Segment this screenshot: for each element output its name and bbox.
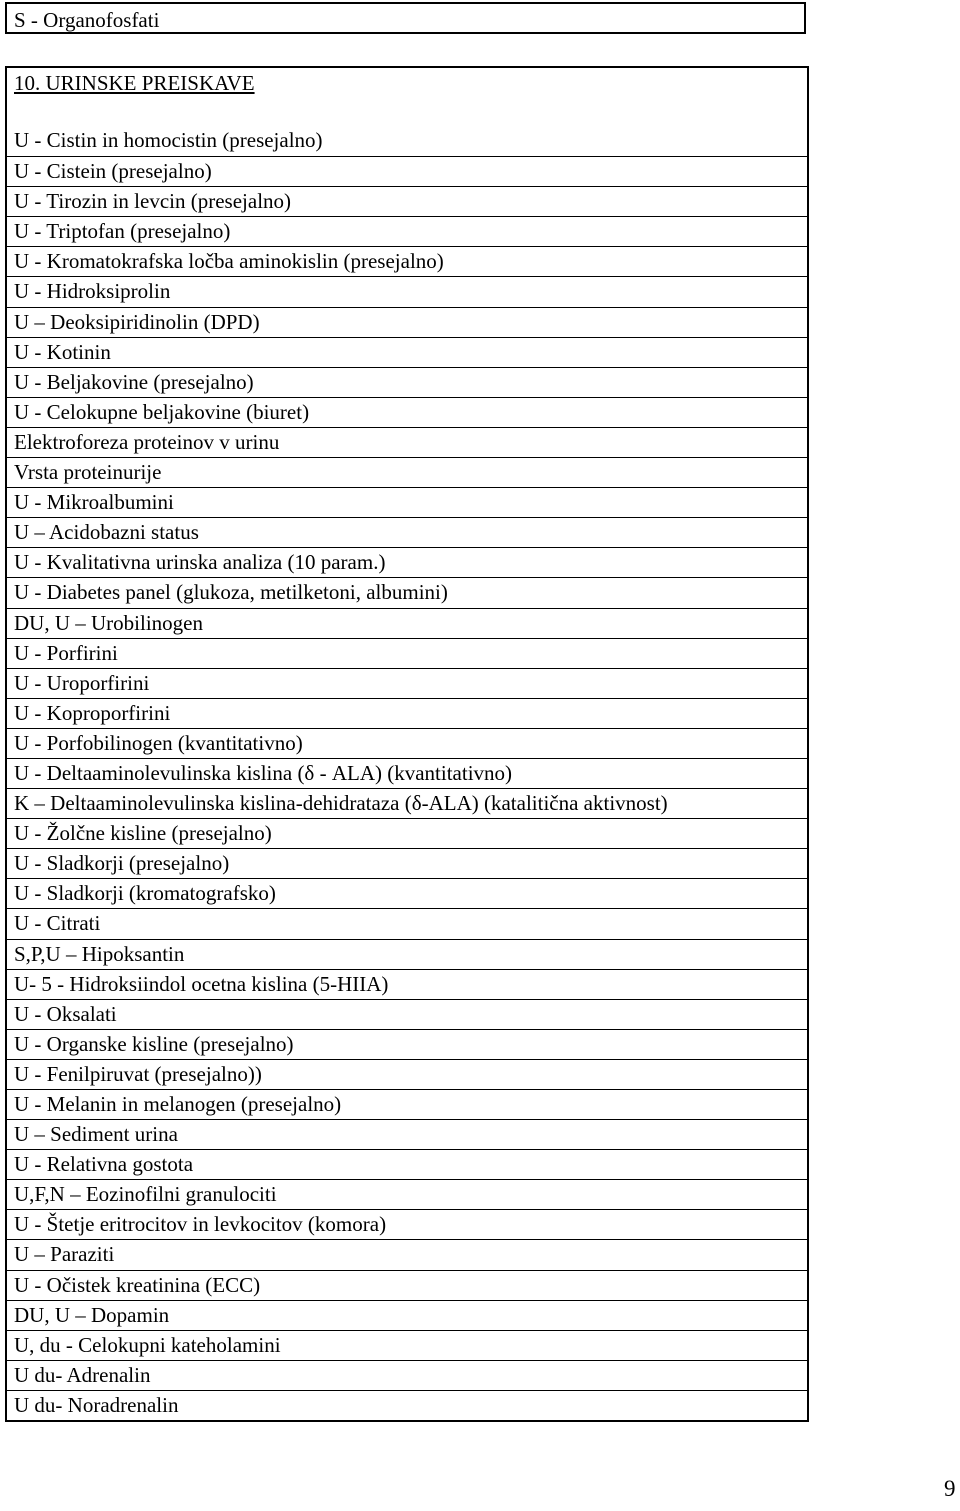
test-row: U - Relativna gostota	[7, 1149, 807, 1179]
test-row: U - Cistin in homocistin (presejalno)	[14, 128, 323, 152]
test-row: U - Citrati	[7, 908, 807, 938]
test-row: U - Kvalitativna urinska analiza (10 param.)	[7, 547, 807, 577]
test-row: U - Porfobilinogen (kvantitativno)	[7, 728, 807, 758]
test-row: U - Cistein (presejalno)	[7, 156, 807, 186]
test-row: U - Koproporfirini	[7, 698, 807, 728]
test-row: U - Melanin in melanogen (presejalno)	[7, 1089, 807, 1119]
test-row: U - Deltaaminolevulinska kislina (δ - ALA) (kvantitativno)	[7, 758, 807, 788]
test-row: U – Sediment urina	[7, 1119, 807, 1149]
test-row: U du- Adrenalin	[7, 1360, 807, 1390]
test-row: U, du - Celokupni kateholamini	[7, 1330, 807, 1360]
section-title: 10. URINSKE PREISKAVE	[14, 71, 255, 95]
test-row: Vrsta proteinurije	[7, 457, 807, 487]
test-list	[7, 126, 807, 1420]
page-number: 9	[944, 1476, 956, 1501]
test-row: U – Acidobazni status	[7, 517, 807, 547]
test-row: U - Uroporfirini	[7, 668, 807, 698]
test-row: DU, U – Urobilinogen	[7, 608, 807, 638]
test-row: U - Mikroalbumini	[7, 487, 807, 517]
test-row: U - Žolčne kisline (presejalno)	[7, 818, 807, 848]
test-row: U - Štetje eritrocitov in levkocitov (komora)	[7, 1209, 807, 1239]
test-row: K – Deltaaminolevulinska kislina-dehidrataza (δ-ALA) (katalitična aktivnost)	[7, 788, 807, 818]
previous-section-text: S - Organofosfati	[14, 8, 160, 32]
test-row: U - Sladkorji (presejalno)	[7, 848, 807, 878]
test-row: U - Porfirini	[7, 638, 807, 668]
test-row: S,P,U – Hipoksantin	[7, 939, 807, 969]
test-row: U - Celokupne beljakovine (biuret)	[7, 397, 807, 427]
test-row: U - Hidroksiprolin	[7, 276, 807, 306]
test-row: U - Beljakovine (presejalno)	[7, 367, 807, 397]
test-row: U - Organske kisline (presejalno)	[7, 1029, 807, 1059]
test-row: U – Deoksipiridinolin (DPD)	[7, 307, 807, 337]
test-row: U - Tirozin in levcin (presejalno)	[7, 186, 807, 216]
test-row: DU, U – Dopamin	[7, 1300, 807, 1330]
test-row: U – Paraziti	[7, 1239, 807, 1269]
previous-section-row	[5, 2, 806, 34]
test-row: U- 5 - Hidroksiindol ocetna kislina (5-HIIA)	[7, 969, 807, 999]
test-row: Elektroforeza proteinov v urinu	[7, 427, 807, 457]
test-row: U - Triptofan (presejalno)	[7, 216, 807, 246]
test-row: U - Diabetes panel (glukoza, metilketoni, albumini)	[7, 577, 807, 607]
urine-tests-section	[5, 66, 809, 1422]
test-row: U - Kromatokrafska ločba aminokislin (presejalno)	[7, 246, 807, 276]
test-row: U - Sladkorji (kromatografsko)	[7, 878, 807, 908]
test-row: U du- Noradrenalin	[7, 1390, 807, 1420]
test-row: U - Kotinin	[7, 337, 807, 367]
test-row: U - Oksalati	[7, 999, 807, 1029]
test-row: U - Fenilpiruvat (presejalno))	[7, 1059, 807, 1089]
test-row: U - Očistek kreatinina (ECC)	[7, 1270, 807, 1300]
test-row: U,F,N – Eozinofilni granulociti	[7, 1179, 807, 1209]
